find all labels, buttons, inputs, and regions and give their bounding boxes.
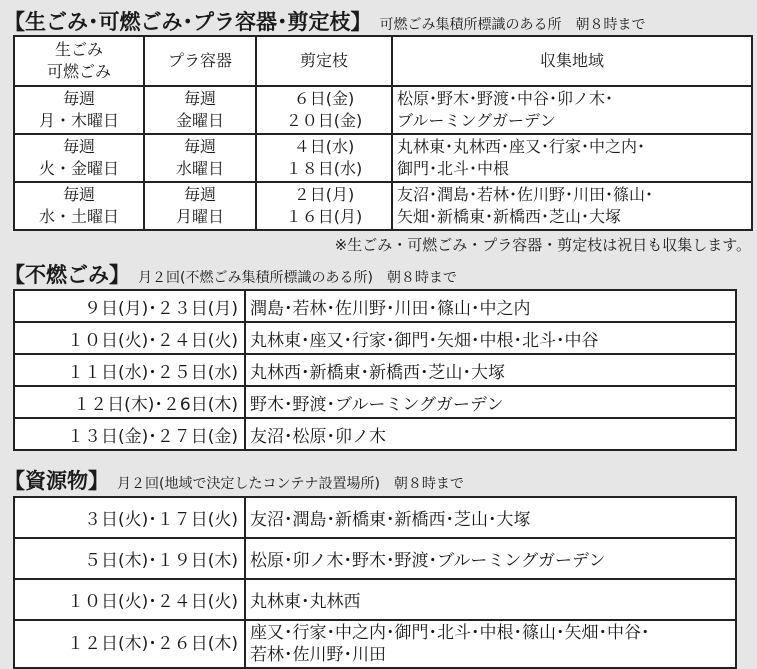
burnable-days xyxy=(14,134,144,182)
collection-dates: １３日(金)･２７日(金) xyxy=(14,418,245,450)
table-row xyxy=(14,182,752,230)
plastic-weekly: 毎週 xyxy=(183,185,216,204)
area-line-1: 丸林東･丸林西･座又･行家･中之内･ xyxy=(397,137,646,156)
burnable-schedule-table xyxy=(13,35,753,231)
collection-dates: １２日(木)･２6日(木) xyxy=(14,386,245,418)
section1-title: 【生ごみ･可燃ごみ･プラ容器･剪定枝】 xyxy=(4,10,372,34)
table-header-row xyxy=(14,36,752,86)
header-area: 収集地域 xyxy=(392,36,752,86)
burnable-weekdays: 月・木曜日 xyxy=(38,111,119,130)
collection-area: 潤島･若林･佐川野･川田･篠山･中之内 xyxy=(245,290,736,322)
plastic-weekday: 金曜日 xyxy=(175,111,224,130)
plastic-weekly: 毎週 xyxy=(183,137,216,156)
header-kanen: 可燃ごみ xyxy=(46,62,111,81)
section1-subtitle: 可燃ごみ集積所標識のある所 朝８時まで xyxy=(379,17,646,33)
burnable-weekly: 毎週 xyxy=(62,89,95,108)
section3-title: 【資源物】 xyxy=(4,469,109,493)
collection-area: 友沼･潤島･新橋東･新橋西･芝山･大塚 xyxy=(245,497,736,538)
collection-area xyxy=(392,134,752,182)
plastic-weekday: 水曜日 xyxy=(175,159,224,178)
area-line-2: 若林･佐川野･川田 xyxy=(250,645,386,665)
collection-area: 丸林東･丸林西 xyxy=(245,579,736,620)
holiday-note: ※生ごみ・可燃ごみ・プラ容器・剪定枝は祝日も収集します。 xyxy=(334,236,751,254)
collection-dates: １１日(水)･２５日(水) xyxy=(14,354,245,386)
pruning-date-1: ４日(水) xyxy=(293,137,355,156)
burnable-weekly: 毎週 xyxy=(62,185,95,204)
collection-area xyxy=(245,620,736,668)
collection-dates: １０日(火)･２４日(火) xyxy=(14,579,245,620)
table-row xyxy=(14,538,736,579)
collection-dates: １０日(火)･２４日(火) xyxy=(14,322,245,354)
pruning-dates xyxy=(256,86,392,134)
table-row xyxy=(14,418,736,450)
area-line-1: 松原･野木･野渡･中谷･卯ノ木･ xyxy=(397,89,614,108)
section3-heading xyxy=(4,465,464,495)
header-burnable xyxy=(14,36,144,86)
area-line-1: 友沼･潤島･若林･佐川野･川田･篠山･ xyxy=(397,185,654,204)
pruning-date-2: ２０日(金) xyxy=(285,111,363,130)
plastic-days xyxy=(144,182,256,230)
collection-dates: １２日(木)･２６日(木) xyxy=(14,620,245,668)
section1-heading xyxy=(4,6,646,36)
collection-area xyxy=(392,86,752,134)
pruning-date-1: ６日(金) xyxy=(293,89,355,108)
pruning-date-2: １８日(水) xyxy=(285,159,363,178)
table-row xyxy=(14,386,736,418)
section3-subtitle: 月２回(地域で決定したコンテナ設置場所) 朝８時まで xyxy=(117,476,464,492)
pruning-dates xyxy=(256,134,392,182)
recyclables-schedule-table xyxy=(13,496,737,669)
burnable-weekly: 毎週 xyxy=(62,137,95,156)
table-row xyxy=(14,497,736,538)
table-row xyxy=(14,354,736,386)
section2-heading xyxy=(4,259,457,289)
pruning-date-1: ２日(月) xyxy=(293,185,355,204)
collection-area: 友沼･松原･卯ノ木 xyxy=(245,418,736,450)
table-row xyxy=(14,134,752,182)
area-line-2: 矢畑･新橋東･新橋西･芝山･大塚 xyxy=(397,207,622,226)
burnable-days xyxy=(14,182,144,230)
collection-area xyxy=(392,182,752,230)
area-line-1: 座又･行家･中之内･御門･北斗･中根･篠山･矢畑･中谷･ xyxy=(250,623,650,643)
burnable-days xyxy=(14,86,144,134)
plastic-weekday: 月曜日 xyxy=(175,207,224,226)
collection-area: 丸林西･新橋東･新橋西･芝山･大塚 xyxy=(245,354,736,386)
collection-area: 野木･野渡･ブルーミングガーデン xyxy=(245,386,736,418)
table-row xyxy=(14,322,736,354)
plastic-days xyxy=(144,134,256,182)
header-pruning: 剪定枝 xyxy=(256,36,392,86)
pruning-dates xyxy=(256,182,392,230)
plastic-days xyxy=(144,86,256,134)
nonburnable-schedule-table xyxy=(13,289,737,451)
plastic-weekly: 毎週 xyxy=(183,89,216,108)
table-row xyxy=(14,290,736,322)
collection-area: 丸林東･座又･行家･御門･矢畑･中根･北斗･中谷 xyxy=(245,322,736,354)
area-line-2: 御門･北斗･中根 xyxy=(397,159,510,178)
section2-title: 【不燃ごみ】 xyxy=(4,263,130,287)
collection-area: 松原･卯ノ木･野木･野渡･ブルーミングガーデン xyxy=(245,538,736,579)
area-line-2: ブルーミングガーデン xyxy=(397,111,556,130)
burnable-weekdays: 水・土曜日 xyxy=(38,207,119,226)
table-row xyxy=(14,86,752,134)
collection-dates: ９日(月)･２３日(月) xyxy=(14,290,245,322)
pruning-date-2: １６日(月) xyxy=(285,207,363,226)
header-plastic: プラ容器 xyxy=(144,36,256,86)
burnable-weekdays: 火・金曜日 xyxy=(38,159,119,178)
collection-dates: ３日(火)･１７日(火) xyxy=(14,497,245,538)
section2-subtitle: 月２回(不燃ごみ集積所標識のある所) 朝８時まで xyxy=(138,270,457,286)
header-namagomi: 生ごみ xyxy=(54,40,103,59)
table-row xyxy=(14,579,736,620)
collection-dates: ５日(木)･１９日(木) xyxy=(14,538,245,579)
table-row xyxy=(14,620,736,668)
